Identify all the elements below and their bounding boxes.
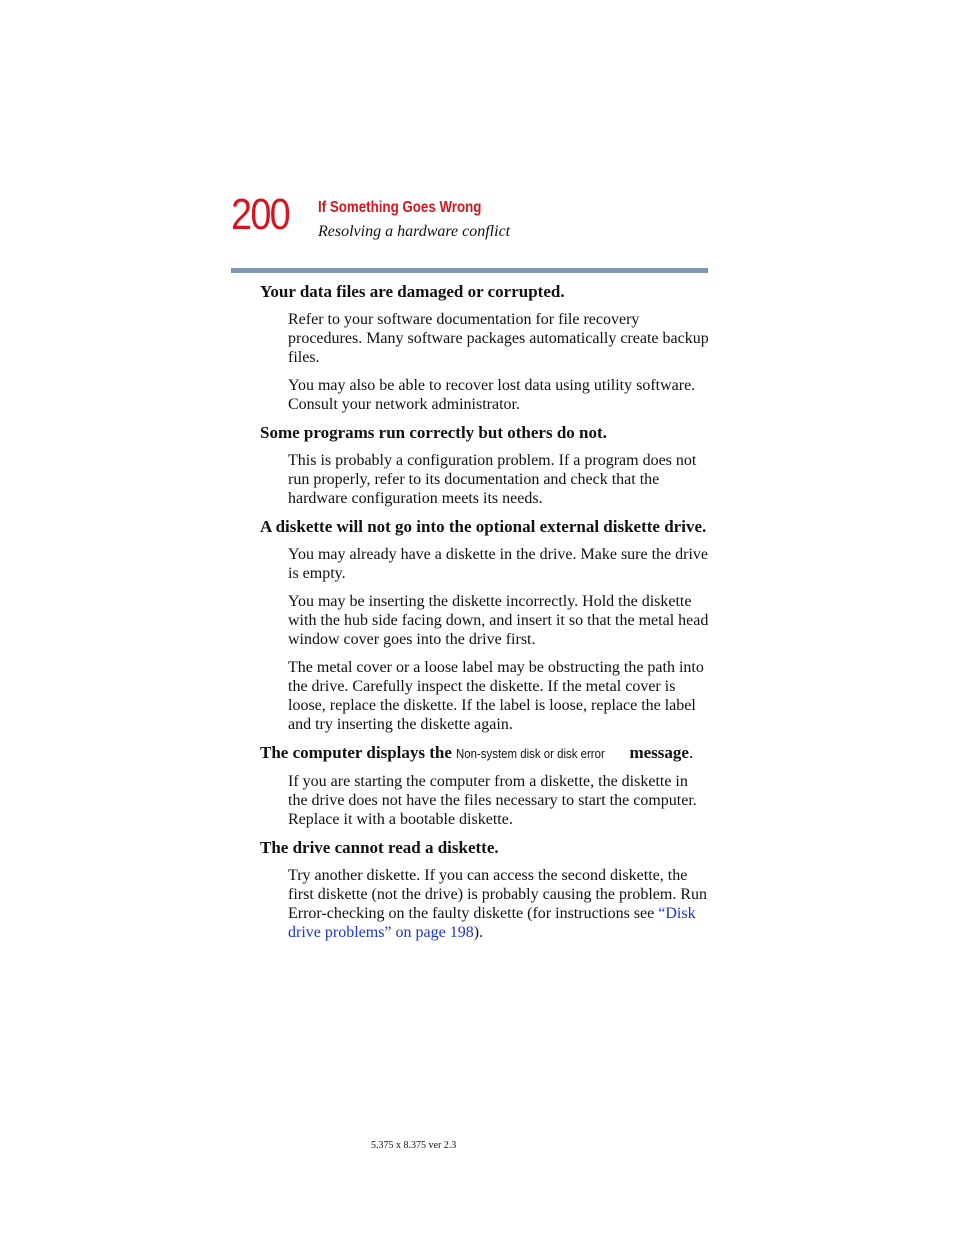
- page-footer: 5.375 x 8.375 ver 2.3: [371, 1140, 457, 1151]
- paragraph-text: ).: [473, 924, 484, 941]
- topic-paragraph: If you are starting the computer from a diskette, the diskette in the drive does not have the files necessary to start the computer. Replace it with a bootable diskette.: [288, 773, 697, 828]
- page-number: 200: [231, 190, 289, 239]
- topic-damaged-files: [260, 282, 710, 414]
- section-title: Resolving a hardware conflict: [318, 223, 511, 240]
- topic-paragraph: You may also be able to recover lost data using utility software. Consult your network administrator.: [288, 377, 696, 413]
- error-message-code: Non-system disk or disk error: [456, 746, 605, 761]
- topic-paragraph: Refer to your software documentation for file recovery procedures. Many software packages automatically create backup files.: [288, 311, 709, 366]
- topic-paragraph: You may be inserting the diskette incorrectly. Hold the diskette with the hub side facing down, and insert it so that the metal head window cover goes into the drive first.: [288, 593, 709, 648]
- topic-programs: [260, 423, 710, 508]
- topic-heading: Your data files are damaged or corrupted.: [260, 282, 565, 301]
- main-content: [260, 282, 710, 951]
- chapter-title: If Something Goes Wrong: [318, 199, 482, 216]
- topic-drive-cannot-read: [260, 838, 710, 942]
- topic-heading: [260, 743, 710, 764]
- header-rule: [231, 268, 708, 273]
- heading-text: message: [625, 743, 689, 762]
- heading-text: The computer displays the: [260, 743, 457, 762]
- topic-paragraph: [288, 866, 710, 942]
- disk-drive-problems-link[interactable]: “Disk drive problems” on page 198: [288, 905, 696, 941]
- topic-paragraph: This is probably a configuration problem. If a program does not run properly, refer to its documentation and check that the hardware configuration meets its needs.: [288, 452, 697, 507]
- topic-heading: A diskette will not go into the optional external diskette drive.: [260, 517, 707, 536]
- topic-heading: Some programs run correctly but others do not.: [260, 423, 607, 442]
- topic-paragraph: The metal cover or a loose label may be obstructing the path into the drive. Carefully inspect the diskette. If the metal cover is loose, replace the diskette. If the label is loose, replace the label and try inserting the diskette again.: [288, 659, 704, 733]
- topic-heading: The drive cannot read a diskette.: [260, 838, 499, 857]
- paragraph-text: Try another diskette. If you can access the second diskette, the first diskette (not the drive) is probably causing the problem. Run Error-checking on the faulty diskette (for instructions see: [288, 867, 708, 922]
- topic-paragraph: You may already have a diskette in the drive. Make sure the drive is empty.: [288, 546, 709, 582]
- heading-period: .: [688, 743, 694, 762]
- topic-non-system-disk: [260, 743, 710, 829]
- topic-diskette-insert: [260, 517, 710, 734]
